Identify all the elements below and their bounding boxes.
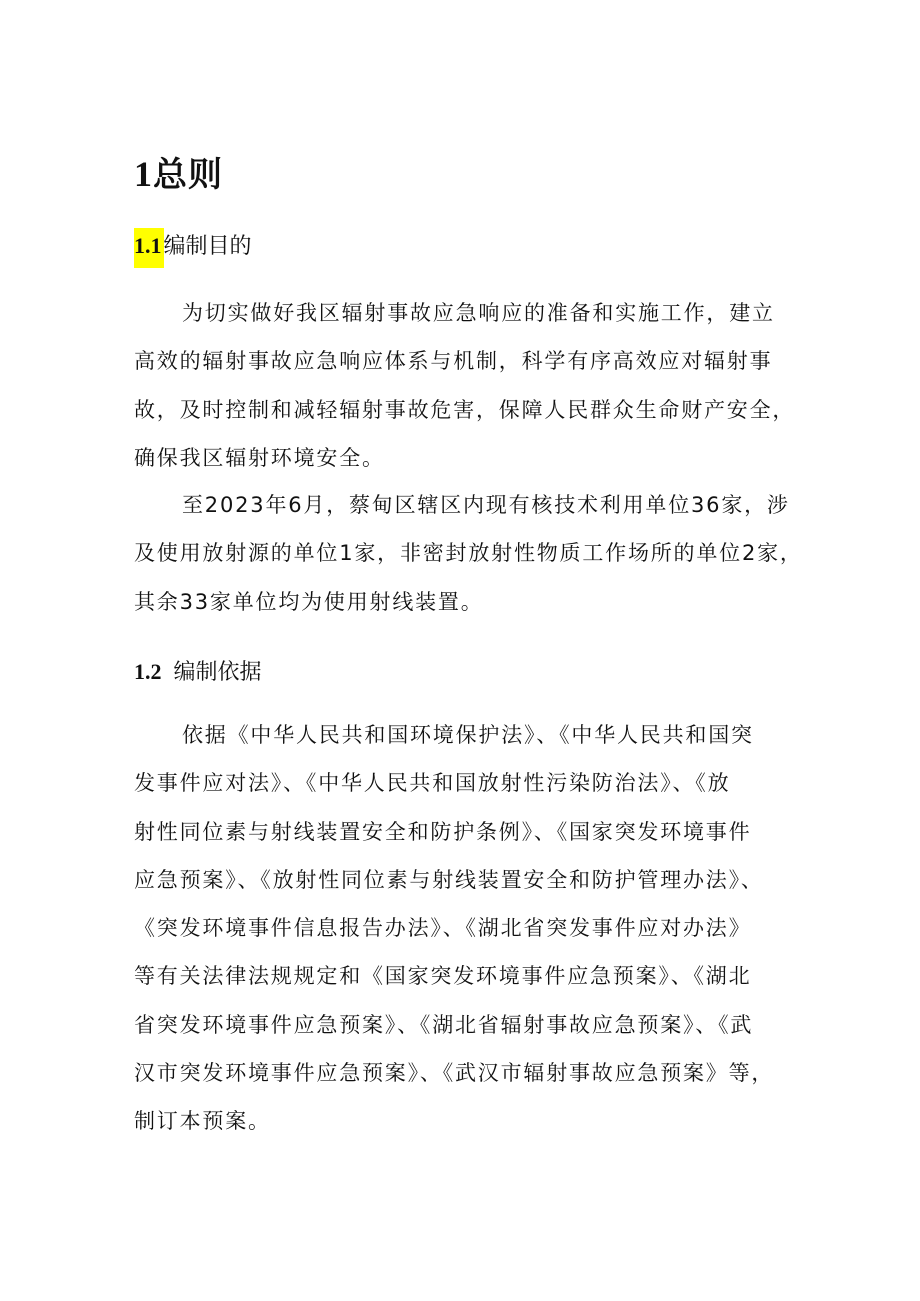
chapter-number: 1: [134, 154, 153, 194]
text-line: 高效的辐射事故应急响应体系与机制，科学有序高效应对辐射事: [134, 349, 773, 374]
text-line: 为切实做好我区辐射事故应急响应的准备和实施工作，建立: [182, 301, 775, 325]
text-line: 制订本预案。: [134, 1109, 271, 1134]
chapter-title: 总则: [153, 155, 223, 195]
text-line: 发事件应对法》、《中华人民共和国放射性污染防治法》、《放: [134, 771, 731, 796]
text-line: 故，及时控制和减轻辐射事故危害，保障人民群众生命财产安全，: [134, 397, 796, 422]
section-title: 编制目的: [163, 234, 252, 259]
section-number-highlighted: 1.1: [134, 228, 164, 268]
text-line: 等有关法律法规规定和《国家突发环境事件应急预案》、《湖北: [134, 964, 752, 989]
paragraph-basis: [134, 711, 794, 1146]
text-line: 《突发环境事件信息报告办法》、《湖北省突发事件应对办法》: [134, 916, 752, 941]
text-line: 应急预案》、《放射性同位素与射线装置安全和防护管理办法》、: [134, 867, 764, 892]
chapter-heading: [134, 150, 223, 199]
text-line: 确保我区辐射环境安全。: [134, 445, 385, 470]
text-line: 及使用放射源的单位1家，非密封放射性物质工作场所的单位2家，: [134, 541, 803, 566]
text-line: 汉市突发环境事件应急预案》、《武汉市辐射事故应急预案》等，: [134, 1061, 775, 1086]
text-line: 至2023年6月，蔡甸区辖区内现有核技术利用单位36家，涉: [182, 493, 790, 517]
section-heading-1-2: [134, 656, 262, 689]
text-line: 依据《中华人民共和国环境保护法》、《中华人民共和国突: [182, 723, 754, 747]
text-line: 其余33家单位均为使用射线装置。: [134, 589, 484, 614]
section-title: 编制依据: [173, 660, 262, 685]
paragraph-purpose: [134, 289, 794, 482]
section-number: 1.2: [134, 659, 162, 684]
paragraph-status: [134, 481, 803, 626]
text-line: 射性同位素与射线装置安全和防护条例》、《国家突发环境事件: [134, 819, 752, 844]
text-line: 省突发环境事件应急预案》、《湖北省辐射事故应急预案》、《武: [134, 1012, 754, 1037]
section-heading-1-1: [134, 231, 252, 268]
